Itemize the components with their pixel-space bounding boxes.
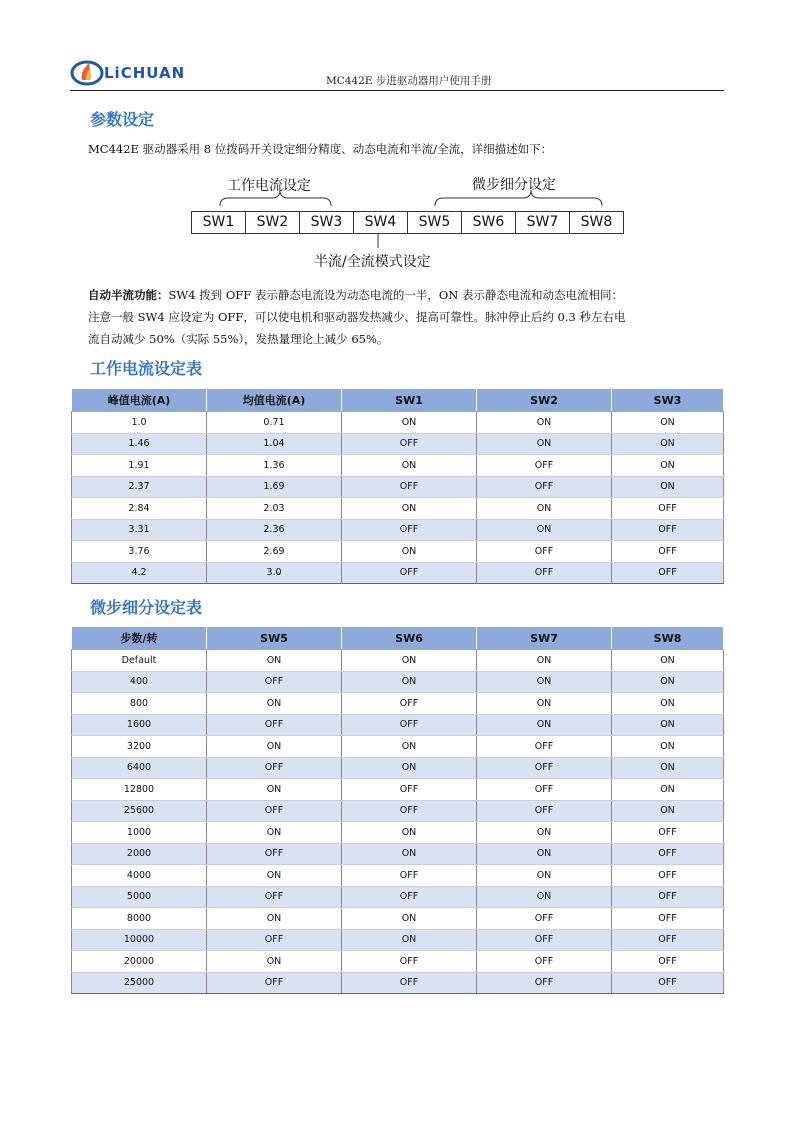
logo-text: LiCHUAN bbox=[104, 64, 186, 82]
label-half-current-mode: 半流/全流模式设定 bbox=[314, 254, 431, 270]
table-cell: 25600 bbox=[72, 800, 207, 822]
table-cell: ON bbox=[612, 476, 724, 498]
label-current-setting: 工作电流设定 bbox=[227, 178, 311, 194]
table-cell: OFF bbox=[477, 779, 612, 801]
table-cell: ON bbox=[612, 433, 724, 455]
auto-half-line-1: SW4 拨到 OFF 表示静态电流设为动态电流的一半，ON 表示静态电流和动态电流相同： bbox=[168, 288, 624, 302]
table-header-row bbox=[72, 627, 724, 650]
table-cell: ON bbox=[342, 929, 477, 951]
switch-sw3: SW3 bbox=[300, 212, 354, 233]
document-title: MC442E 步进驱动器用户使用手册 bbox=[326, 75, 492, 87]
microstep-setting-table bbox=[71, 626, 724, 994]
table-cell: OFF bbox=[207, 671, 342, 693]
table-row bbox=[72, 779, 724, 801]
table-cell: ON bbox=[342, 908, 477, 930]
table-cell: 3.0 bbox=[207, 562, 342, 584]
dip-switch-diagram bbox=[180, 168, 630, 273]
table-row bbox=[72, 843, 724, 865]
table-cell: OFF bbox=[342, 476, 477, 498]
table-cell: 1.46 bbox=[72, 433, 207, 455]
column-header: SW3 bbox=[612, 389, 724, 412]
table-cell: 20000 bbox=[72, 951, 207, 973]
table-cell: OFF bbox=[477, 757, 612, 779]
switch-sw2: SW2 bbox=[246, 212, 300, 233]
table-cell: ON bbox=[342, 822, 477, 844]
table-cell: ON bbox=[612, 650, 724, 672]
table-cell: 800 bbox=[72, 693, 207, 715]
table-cell: ON bbox=[612, 412, 724, 434]
table-cell: 5000 bbox=[72, 886, 207, 908]
auto-half-line-2: 注意一般 SW4 应设定为 OFF，可以使电机和驱动器发热减少、提高可靠性。脉冲停止后约 0.3 秒左右电 bbox=[88, 310, 626, 324]
table-cell: ON bbox=[207, 822, 342, 844]
table-row bbox=[72, 412, 724, 434]
lichuan-logo bbox=[70, 58, 190, 88]
column-header: 均值电流(A) bbox=[207, 389, 342, 412]
table-cell: OFF bbox=[612, 865, 724, 887]
table-cell: ON bbox=[612, 714, 724, 736]
table-cell: OFF bbox=[477, 455, 612, 477]
table-row bbox=[72, 972, 724, 994]
table-cell: OFF bbox=[612, 822, 724, 844]
table-row bbox=[72, 455, 724, 477]
table-cell: OFF bbox=[342, 800, 477, 822]
table-cell: ON bbox=[342, 498, 477, 520]
table-cell: OFF bbox=[207, 843, 342, 865]
table-cell: ON bbox=[207, 693, 342, 715]
table-cell: OFF bbox=[612, 951, 724, 973]
table-cell: 2.03 bbox=[207, 498, 342, 520]
table-cell: OFF bbox=[342, 951, 477, 973]
table-row bbox=[72, 498, 724, 520]
table-cell: OFF bbox=[342, 886, 477, 908]
table-row bbox=[72, 951, 724, 973]
table-cell: 1600 bbox=[72, 714, 207, 736]
table-row bbox=[72, 800, 724, 822]
table-row bbox=[72, 865, 724, 887]
column-header: SW2 bbox=[477, 389, 612, 412]
table-cell: ON bbox=[477, 843, 612, 865]
current-setting-table bbox=[71, 388, 724, 584]
table-cell: OFF bbox=[612, 541, 724, 563]
table-cell: ON bbox=[342, 412, 477, 434]
table-header-row bbox=[72, 389, 724, 412]
auto-half-current-label: 自动半流功能： bbox=[88, 288, 169, 302]
table-cell: 1.91 bbox=[72, 455, 207, 477]
switch-sw7: SW7 bbox=[516, 212, 570, 233]
table-cell: ON bbox=[477, 519, 612, 541]
table-cell: OFF bbox=[207, 757, 342, 779]
switch-row bbox=[191, 211, 624, 234]
table-cell: OFF bbox=[207, 886, 342, 908]
table-cell: OFF bbox=[342, 714, 477, 736]
table-cell: ON bbox=[612, 757, 724, 779]
table-row bbox=[72, 476, 724, 498]
table-cell: 1.04 bbox=[207, 433, 342, 455]
table-cell: OFF bbox=[477, 736, 612, 758]
table-cell: 6400 bbox=[72, 757, 207, 779]
switch-sw6: SW6 bbox=[462, 212, 516, 233]
table-cell: 2.37 bbox=[72, 476, 207, 498]
table-cell: OFF bbox=[207, 929, 342, 951]
table-cell: ON bbox=[342, 455, 477, 477]
table-row bbox=[72, 693, 724, 715]
table-row bbox=[72, 757, 724, 779]
column-header: 步数/转 bbox=[72, 627, 207, 650]
table-cell: ON bbox=[207, 908, 342, 930]
table-cell: 3200 bbox=[72, 736, 207, 758]
table-cell: OFF bbox=[477, 800, 612, 822]
table-cell: 4.2 bbox=[72, 562, 207, 584]
table-cell: 8000 bbox=[72, 908, 207, 930]
table-cell: 3.76 bbox=[72, 541, 207, 563]
table-cell: ON bbox=[612, 736, 724, 758]
table-cell: ON bbox=[612, 779, 724, 801]
column-header: SW7 bbox=[477, 627, 612, 650]
table-cell: OFF bbox=[342, 972, 477, 994]
table-cell: 2.84 bbox=[72, 498, 207, 520]
table-cell: ON bbox=[477, 433, 612, 455]
table-row bbox=[72, 519, 724, 541]
page-header bbox=[70, 56, 724, 91]
table-cell: ON bbox=[477, 412, 612, 434]
switch-sw1: SW1 bbox=[192, 212, 246, 233]
table-cell: OFF bbox=[612, 519, 724, 541]
table-cell: ON bbox=[207, 779, 342, 801]
table-cell: OFF bbox=[342, 519, 477, 541]
table-cell: ON bbox=[342, 541, 477, 563]
switch-sw4: SW4 bbox=[354, 212, 408, 233]
table-cell: OFF bbox=[342, 433, 477, 455]
table-row bbox=[72, 929, 724, 951]
table-cell: 10000 bbox=[72, 929, 207, 951]
switch-sw5: SW5 bbox=[408, 212, 462, 233]
table-cell: ON bbox=[477, 886, 612, 908]
table-cell: 1000 bbox=[72, 822, 207, 844]
logo-swirl-icon bbox=[70, 58, 104, 88]
column-header: SW8 bbox=[612, 627, 724, 650]
table-cell: OFF bbox=[477, 972, 612, 994]
table-cell: ON bbox=[342, 843, 477, 865]
table-cell: ON bbox=[612, 800, 724, 822]
table-row bbox=[72, 886, 724, 908]
table-row bbox=[72, 736, 724, 758]
table-cell: OFF bbox=[207, 714, 342, 736]
table-cell: ON bbox=[477, 693, 612, 715]
table-cell: ON bbox=[477, 671, 612, 693]
table-row bbox=[72, 650, 724, 672]
column-header: SW1 bbox=[342, 389, 477, 412]
table-row bbox=[72, 541, 724, 563]
table-cell: ON bbox=[612, 671, 724, 693]
table-cell: 1.36 bbox=[207, 455, 342, 477]
auto-half-line-3: 流自动减少 50%（实际 55%），发热量理论上减少 65%。 bbox=[88, 332, 389, 346]
table-cell: ON bbox=[207, 650, 342, 672]
table-cell: 2000 bbox=[72, 843, 207, 865]
table-cell: OFF bbox=[612, 929, 724, 951]
section-heading-params: 参数设定 bbox=[90, 110, 155, 129]
table-cell: ON bbox=[207, 951, 342, 973]
table-row bbox=[72, 562, 724, 584]
table-cell: 3.31 bbox=[72, 519, 207, 541]
table-cell: 2.69 bbox=[207, 541, 342, 563]
switch-sw8: SW8 bbox=[580, 214, 613, 230]
table-cell: ON bbox=[612, 693, 724, 715]
table-cell: ON bbox=[477, 865, 612, 887]
table-cell: OFF bbox=[612, 562, 724, 584]
table-cell: 25000 bbox=[72, 972, 207, 994]
table-cell: OFF bbox=[612, 908, 724, 930]
table-row bbox=[72, 433, 724, 455]
table-row bbox=[72, 822, 724, 844]
table-cell: OFF bbox=[342, 693, 477, 715]
table-cell: 1.69 bbox=[207, 476, 342, 498]
table-cell: OFF bbox=[612, 886, 724, 908]
table-cell: OFF bbox=[342, 865, 477, 887]
table-cell: OFF bbox=[207, 972, 342, 994]
table-cell: OFF bbox=[477, 908, 612, 930]
column-header: SW6 bbox=[342, 627, 477, 650]
label-microstep-setting: 微步细分设定 bbox=[472, 177, 556, 193]
table-cell: 2.36 bbox=[207, 519, 342, 541]
table-cell: OFF bbox=[477, 562, 612, 584]
table-row bbox=[72, 714, 724, 736]
table-cell: OFF bbox=[342, 562, 477, 584]
column-header: 峰值电流(A) bbox=[72, 389, 207, 412]
table-cell: OFF bbox=[477, 541, 612, 563]
table-cell: OFF bbox=[612, 972, 724, 994]
auto-half-current-description bbox=[88, 284, 728, 350]
table-cell: ON bbox=[207, 736, 342, 758]
table-cell: ON bbox=[342, 671, 477, 693]
table-cell: OFF bbox=[612, 498, 724, 520]
table-cell: 0.71 bbox=[207, 412, 342, 434]
table-cell: 4000 bbox=[72, 865, 207, 887]
table-cell: ON bbox=[477, 822, 612, 844]
table-cell: ON bbox=[207, 865, 342, 887]
table-cell: 12800 bbox=[72, 779, 207, 801]
table-cell: OFF bbox=[477, 476, 612, 498]
table-cell: Default bbox=[72, 650, 207, 672]
table-cell: OFF bbox=[342, 779, 477, 801]
table-cell: OFF bbox=[612, 843, 724, 865]
table-row bbox=[72, 671, 724, 693]
section-heading-current-table: 工作电流设定表 bbox=[90, 359, 203, 378]
table-cell: ON bbox=[477, 498, 612, 520]
table-cell: ON bbox=[612, 455, 724, 477]
table-cell: ON bbox=[342, 736, 477, 758]
section-heading-microstep-table: 微步细分设定表 bbox=[90, 598, 203, 617]
table-cell: ON bbox=[342, 757, 477, 779]
intro-text: MC442E 驱动器采用 8 位拨码开关设定细分精度、动态电流和半流/全流，详细描述如下： bbox=[88, 142, 553, 156]
column-header: SW5 bbox=[207, 627, 342, 650]
table-cell: 400 bbox=[72, 671, 207, 693]
table-cell: OFF bbox=[207, 800, 342, 822]
table-cell: ON bbox=[477, 650, 612, 672]
table-cell: OFF bbox=[477, 929, 612, 951]
table-cell: ON bbox=[342, 650, 477, 672]
table-cell: OFF bbox=[477, 951, 612, 973]
table-cell: 1.0 bbox=[72, 412, 207, 434]
table-cell: ON bbox=[477, 714, 612, 736]
table-row bbox=[72, 908, 724, 930]
